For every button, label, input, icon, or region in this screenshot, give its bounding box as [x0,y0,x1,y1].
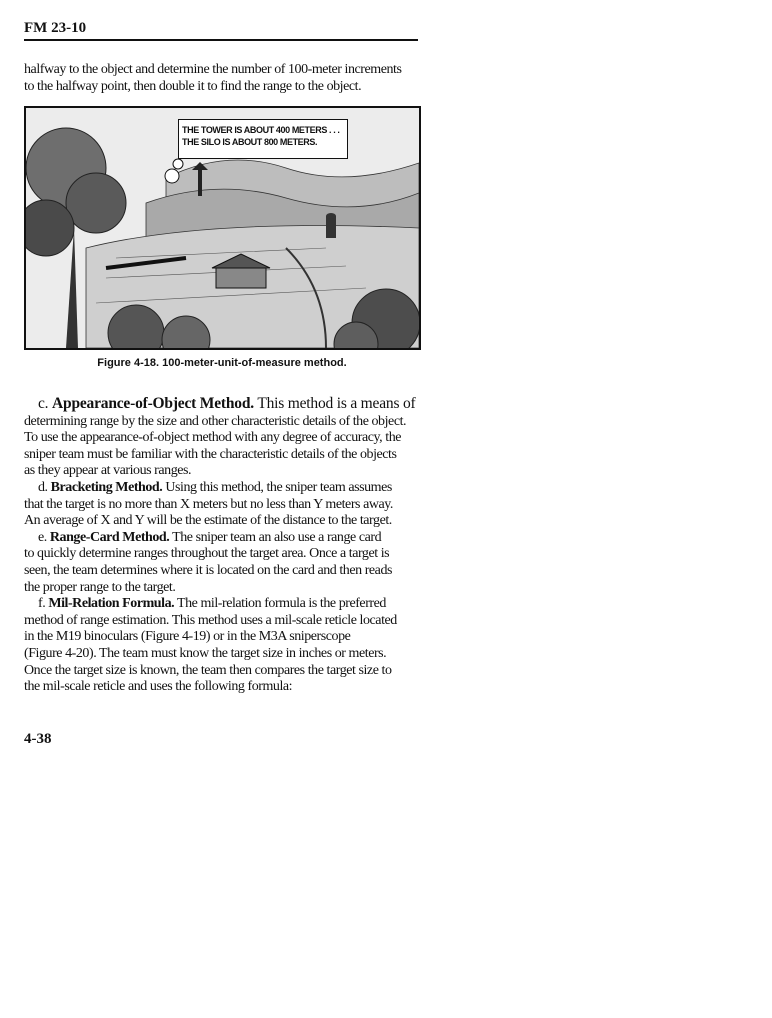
text-line: to the halfway point, then double it to find the range to the object. [24,78,362,94]
figure-caption: Figure 4-18. 100-meter-unit-of-measure method. [97,357,347,369]
paragraph-heading: Mil-Relation Formula. [48,596,175,612]
page-number: 4-38 [24,731,52,747]
paragraph-heading: Bracketing Method. [50,479,163,495]
text-line: determining range by the size and other characteristic details of the object. [24,413,407,429]
text-line: as they appear at various ranges. [24,463,192,479]
text-line: (Figure 4-20). The team must know the target size in inches or meters. [24,645,387,661]
text-line: the proper range to the target. [24,579,176,595]
paragraph-lead: e. [38,529,50,545]
paragraph-text: The sniper team an also use a range card [169,529,382,545]
paragraph-d-heading-line [24,480,415,497]
text-line: halfway to the object and determine the number of 100-meter increments [24,62,402,77]
speech-line: THE TOWER IS ABOUT 400 METERS . . . [182,125,340,135]
paragraph-lead: c. [38,395,53,412]
text-line: To use the appearance-of-object method with any degree of accuracy, the [24,430,402,446]
text-line: to quickly determine ranges throughout the target area. Once a target is [24,546,390,562]
paragraph-text: The mil-relation formula is the preferred [174,596,386,612]
text-line: that the target is no more than X meters but no less than Y meters away. [24,496,393,512]
text-line: seen, the team determines where it is located on the card and then reads [24,562,392,578]
paragraph-text: This method is a means of [253,395,416,412]
body-text [24,396,415,696]
running-head: FM 23-10 [24,20,418,41]
paragraph-heading: Appearance-of-Object Method. [52,395,254,412]
text-line: method of range estimation. This method uses a mil-scale reticle located [24,612,397,628]
paragraph-f-heading-line [24,596,415,613]
text-line: in the M19 binoculars (Figure 4-19) or in the M3A sniperscope [24,629,351,645]
text-line: sniper team must be familiar with the characteristic details of the objects [24,446,397,462]
text-line: An average of X and Y will be the estimate of the distance to the target. [24,513,392,529]
speech-bubble [178,119,348,159]
speech-line: THE SILO IS ABOUT 800 METERS. [182,137,318,147]
paragraph-c-heading-line [24,396,415,414]
paragraph-e-heading-line [24,530,415,547]
intro-paragraph [24,62,401,95]
text-line: the mil-scale reticle and uses the following formula: [24,679,293,695]
paragraph-text: Using this method, the sniper team assumes [162,479,392,495]
text-line: Once the target size is known, the team then compares the target size to [24,662,392,678]
paragraph-lead: d. [38,479,51,495]
paragraph-lead: f. [38,596,49,612]
paragraph-heading: Range-Card Method. [49,529,170,545]
